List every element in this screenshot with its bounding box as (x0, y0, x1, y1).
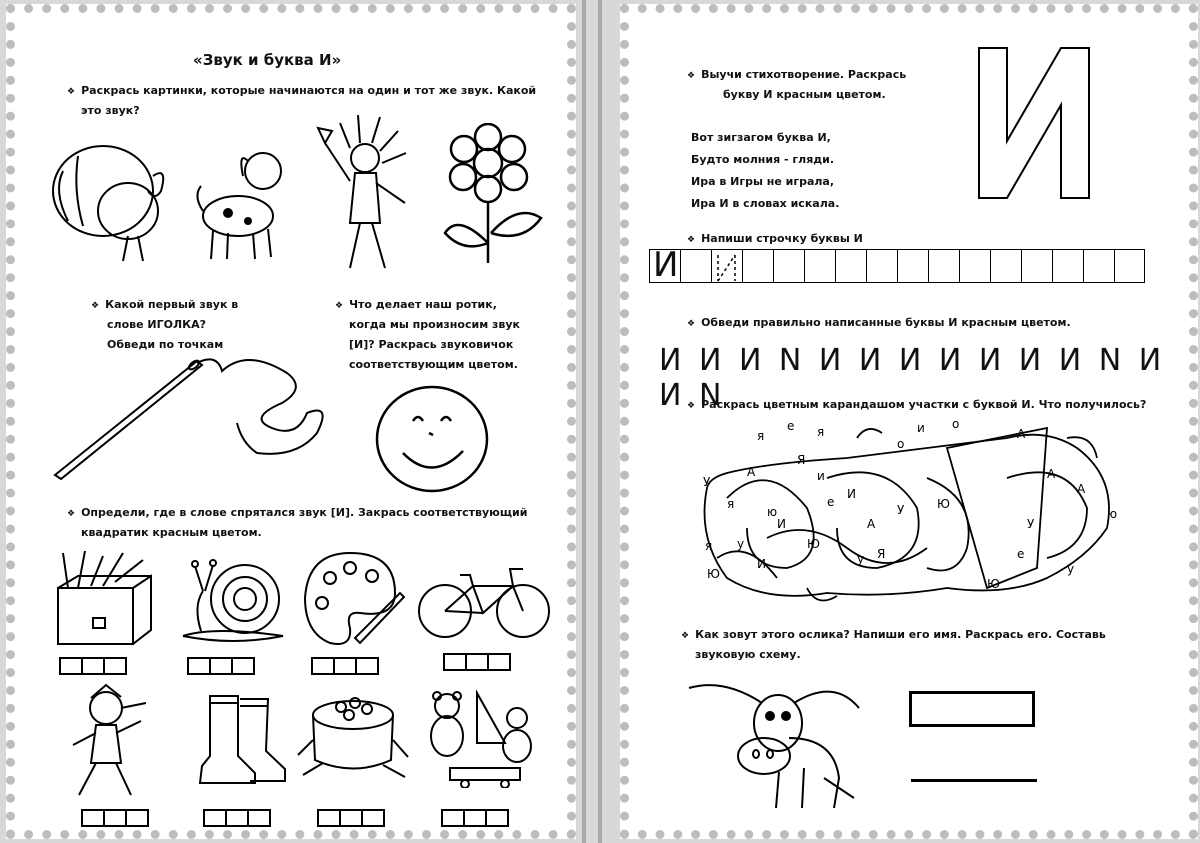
bicycle-icon (415, 561, 553, 643)
sound-scheme-boxes[interactable] (317, 809, 385, 827)
puzzle-letter: И (777, 517, 786, 531)
puzzle-letter: Ю (707, 567, 720, 581)
puzzle-letter: И (757, 557, 766, 571)
task5-line2: звуковую схему. (695, 648, 801, 661)
task3-line1: ❖ Что делает наш ротик, (335, 295, 497, 316)
puzzle-letter: А (1077, 482, 1086, 496)
sound-scheme-boxes[interactable] (59, 657, 127, 675)
puzzle-letter: А (1017, 427, 1026, 441)
puzzle-letter: ю (767, 505, 778, 519)
toys-icon (425, 688, 540, 788)
flower-icon (433, 123, 553, 268)
task2-text: ❖ Напиши строчку буквы И (687, 229, 863, 250)
puzzle-letter: я (817, 425, 825, 439)
pinocchio-icon (61, 683, 161, 803)
puzzle-letter: У (897, 503, 905, 517)
task4-line2: квадратик красным цветом. (81, 526, 262, 539)
letter-row[interactable]: И И И N И И И И И И И N И И N (659, 343, 1166, 413)
letter-puzzle[interactable] (687, 418, 1127, 613)
puzzle-letter: Ю (987, 577, 1000, 591)
right-page (620, 4, 1198, 839)
puzzle-letter: у (1067, 562, 1075, 576)
puzzle-letter: я (705, 539, 713, 553)
toolbox-icon (43, 548, 161, 648)
puzzle-letter: ю (1107, 507, 1118, 521)
task3-line3: [И]? Раскрась звуковичок (349, 338, 514, 351)
poem-line: Вот зигзагом буква И, (691, 131, 831, 144)
boots-icon (180, 691, 290, 791)
gutter-line (582, 0, 586, 843)
task1-line2: это звук? (81, 104, 140, 117)
puzzle-letter: Ю (807, 537, 820, 551)
puzzle-letter: У (703, 475, 711, 489)
dotted-letter-trace (713, 253, 741, 283)
answer-line[interactable] (911, 779, 1037, 782)
puzzle-letter: я (727, 497, 735, 511)
poem-line: Будто молния - гляди. (691, 153, 835, 166)
snail-icon (173, 551, 293, 649)
puzzle-letter: и (917, 421, 925, 435)
puzzle-letter: е (787, 419, 795, 433)
task2-line3: Обведи по точкам (107, 338, 224, 351)
puzzle-letter: А (747, 465, 756, 479)
name-box[interactable] (909, 691, 1035, 727)
puzzle-letter: У (1027, 517, 1035, 531)
sound-scheme-boxes[interactable] (443, 653, 511, 671)
page-title: «Звук и буква И» (193, 51, 342, 69)
puzzle-letter: у (857, 552, 865, 566)
task1-line2: букву И красным цветом. (723, 88, 886, 101)
task1-line1: ❖ Выучи стихотворение. Раскрась (687, 65, 906, 86)
left-page (6, 4, 576, 839)
task3-text: ❖ Обведи правильно написанные буквы И красным цветом. (687, 313, 1071, 334)
task2-line1: ❖ Какой первый звук в (91, 295, 238, 316)
dog-icon (193, 141, 298, 266)
puzzle-letter: о (897, 437, 905, 451)
puzzle-letter: А (867, 517, 876, 531)
puzzle-letter: я (757, 429, 765, 443)
task5-line1: ❖ Как зовут этого ослика? Напиши его имя. Раскрась его. Составь (681, 625, 1171, 646)
poem-line: Ира И в словах искала. (691, 197, 840, 210)
gutter-line (598, 0, 602, 843)
puzzle-letter: е (827, 495, 835, 509)
smiley-icon (373, 383, 491, 495)
sound-scheme-boxes[interactable] (311, 657, 379, 675)
puzzle-letter: Я (877, 547, 886, 561)
sound-scheme-boxes[interactable] (203, 809, 271, 827)
sound-scheme-boxes[interactable] (81, 809, 149, 827)
task3-line4: соответствующим цветом. (349, 358, 518, 371)
puzzle-letter: и (817, 469, 825, 483)
puzzle-letter: Я (797, 453, 806, 467)
palette-icon (300, 548, 405, 653)
puzzle-letter: у (737, 537, 745, 551)
task4-text: ❖ Раскрась цветным карандашом участки с буквой И. Что получилось? (687, 395, 1146, 416)
puzzle-letter: е (1017, 547, 1025, 561)
puzzle-letter: А (1047, 467, 1056, 481)
puzzle-letter: И (847, 487, 856, 501)
indian-boy-icon (310, 103, 425, 278)
big-letter-i (969, 43, 1099, 203)
sound-scheme-boxes[interactable] (187, 657, 255, 675)
turkey-icon (43, 131, 183, 271)
task4-line1: ❖ Определи, где в слове спрятался звук [И]. Закрась соответствующий (67, 503, 547, 524)
donkey-icon (684, 668, 864, 818)
puzzle-letter: о (952, 418, 960, 431)
task1-line1: ❖ Раскрась картинки, которые начинаются на один и тот же звук. Какой (67, 81, 547, 102)
sample-letter: И (653, 245, 679, 285)
task2-line2: слове ИГОЛКА? (107, 318, 206, 331)
needle-icon (47, 343, 347, 483)
poem-line: Ира в Игры не играла, (691, 175, 835, 188)
puzzle-letter: Ю (937, 497, 950, 511)
cake-icon (293, 685, 411, 785)
sound-scheme-boxes[interactable] (441, 809, 509, 827)
task3-line2: когда мы произносим звук (349, 318, 520, 331)
